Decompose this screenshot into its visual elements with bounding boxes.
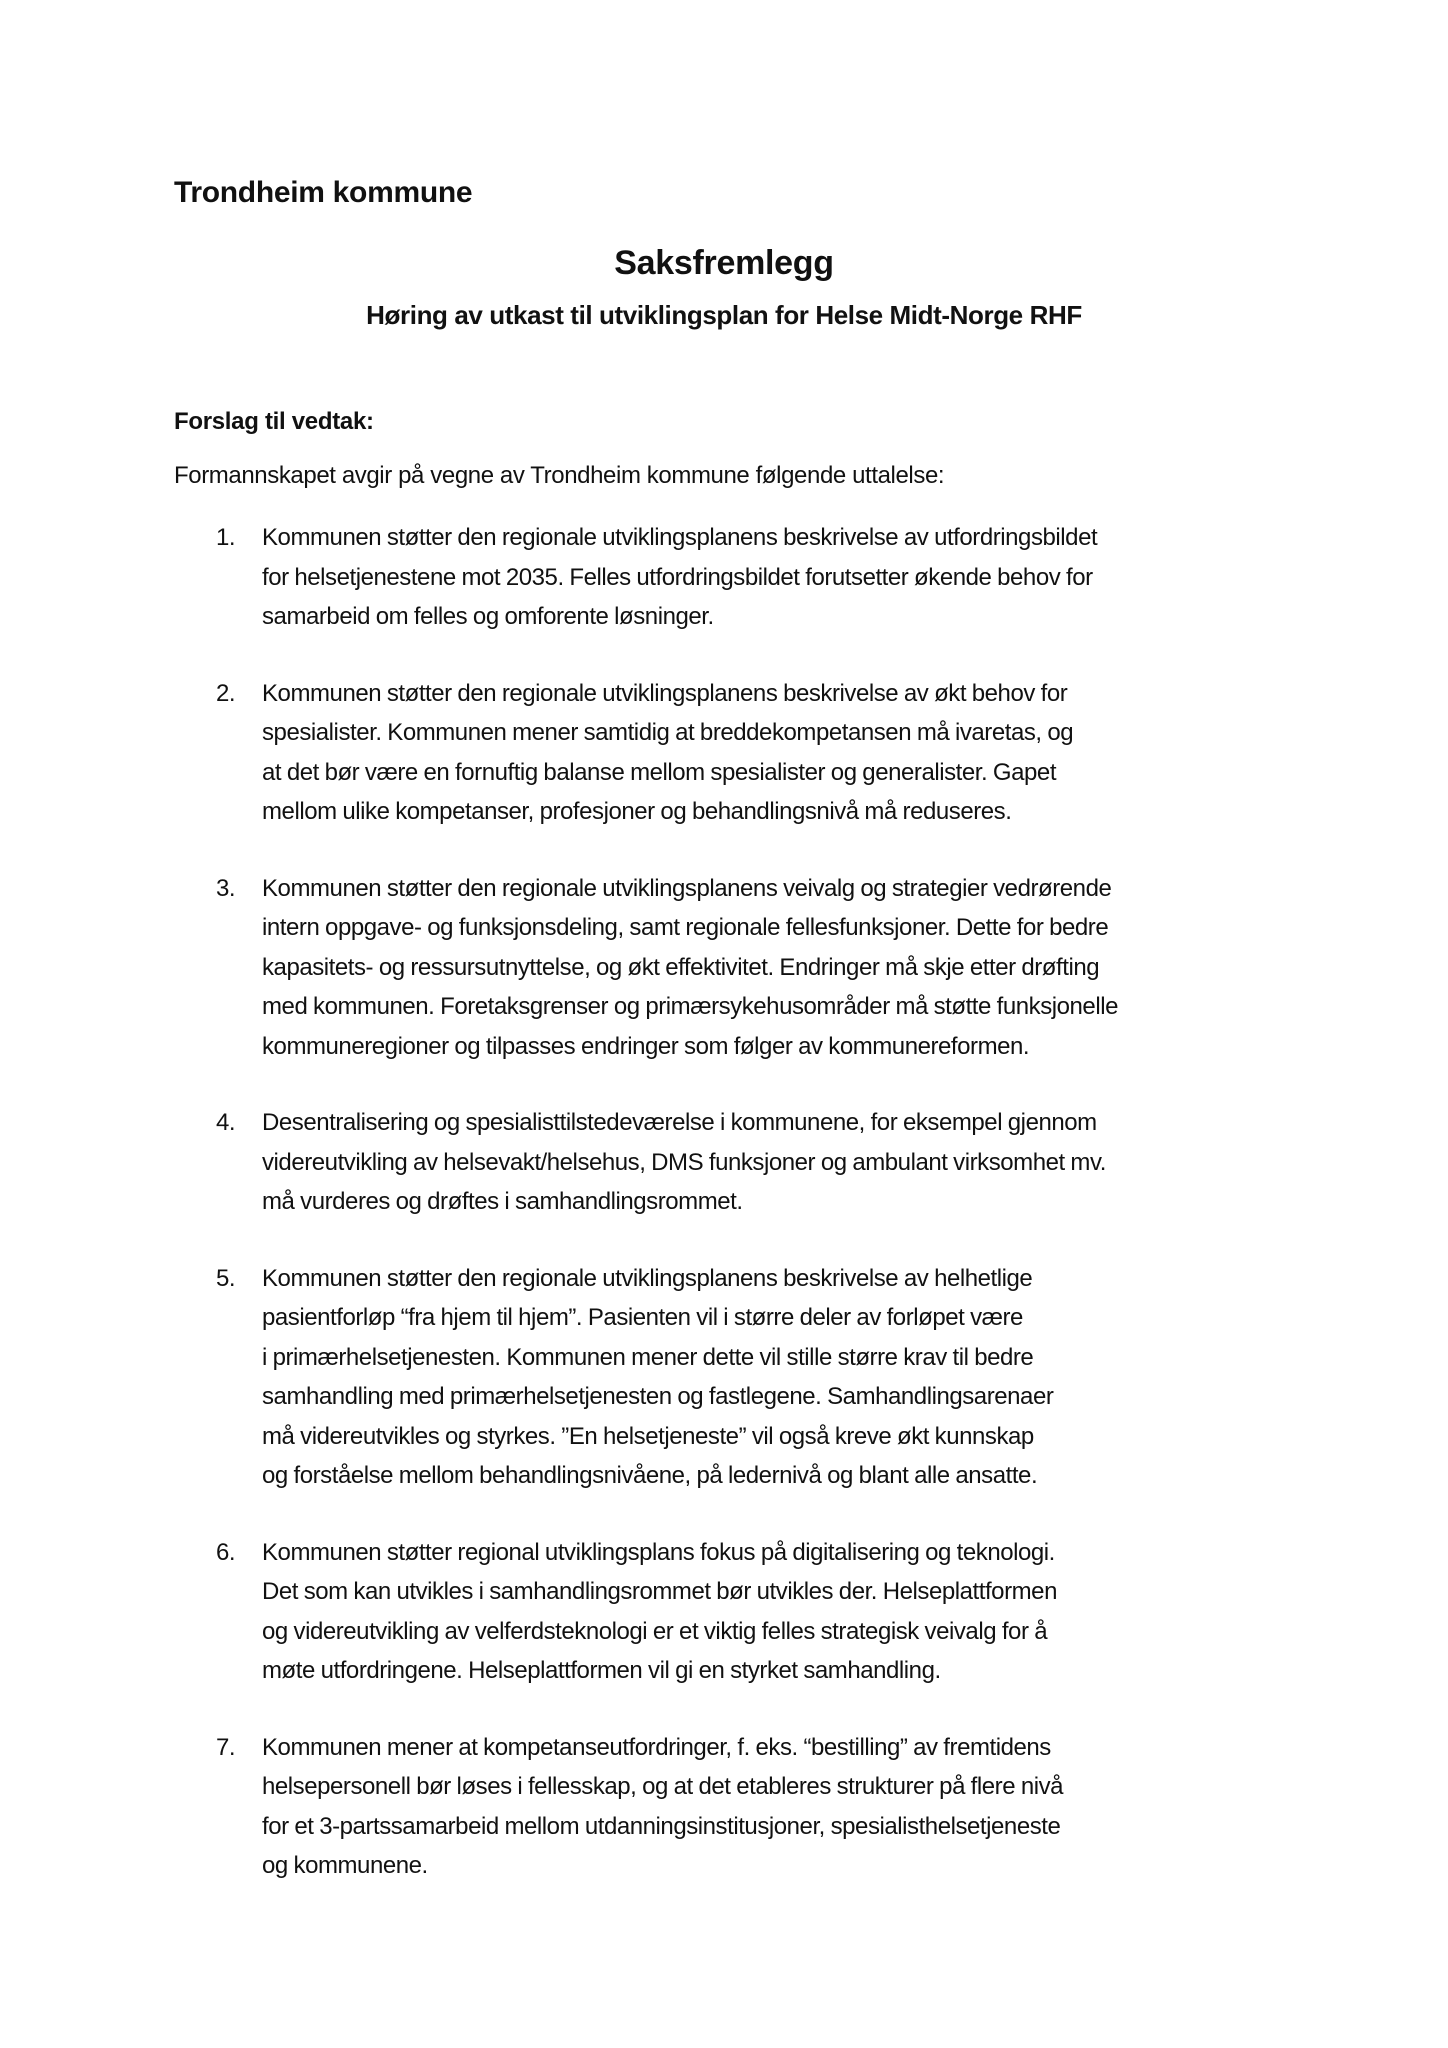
list-item-text-line: må vurderes og drøftes i samhandlingsrommet. <box>262 1188 743 1215</box>
list-item-text-line: for helsetjenestene mot 2035. Felles utfordringsbildet forutsetter økende behov for <box>262 563 1093 591</box>
document-title: Saksfremlegg <box>614 244 834 282</box>
list-item-text-line: at det bør være en fornuftig balanse mellom spesialister og generalister. Gapet <box>262 758 1057 786</box>
decision-list <box>174 518 1304 1923</box>
list-item-text-line: kommuneregioner og tilpasses endringer som følger av kommunereformen. <box>262 1032 1030 1060</box>
list-item-text-line: pasientforløp “fra hjem til hjem”. Pasienten vil i større deler av forløpet være <box>262 1304 1023 1331</box>
list-item-number: 2. <box>216 679 236 707</box>
list-item-text-line: møte utfordringene. Helseplattformen vil gi en styrket samhandling. <box>262 1657 941 1684</box>
list-item-number: 1. <box>216 524 236 551</box>
list-item-text-line: med kommunen. Foretaksgrenser og primærsykehusområder må støtte funksjonelle <box>262 993 1118 1020</box>
list-item-text-line: Det som kan utvikles i samhandlingsrommet bør utvikles der. Helseplattformen <box>262 1578 1057 1605</box>
list-item-text-line: Kommunen støtter den regionale utviklingsplanens beskrivelse av utfordringsbildet <box>262 524 1098 551</box>
list-item-text-line: Kommunen støtter regional utviklingsplans fokus på digitalisering og teknologi. <box>262 1538 1055 1566</box>
list-item-text-line: Kommunen støtter den regionale utviklingsplanens beskrivelse av økt behov for <box>262 679 1068 707</box>
intro-paragraph: Formannskapet avgir på vegne av Trondheim kommune følgende uttalelse: <box>174 462 945 489</box>
list-item <box>174 869 1304 1067</box>
list-item <box>174 1533 1304 1691</box>
list-item-text-line: samarbeid om felles og omforente løsninger. <box>262 603 714 630</box>
list-item-text-line: og videreutvikling av velferdsteknologi er et viktig felles strategisk veivalg for å <box>262 1617 1048 1645</box>
list-item <box>174 1728 1304 1886</box>
list-item-text-line: kapasitets- og ressursutnyttelse, og økt effektivitet. Endringer må skje etter drøfting <box>262 953 1100 981</box>
list-item-number: 7. <box>216 1733 236 1761</box>
organization-name: Trondheim kommune <box>174 176 473 209</box>
list-item-text-line: Kommunen støtter den regionale utviklingsplanens veivalg og strategier vedrørende <box>262 874 1112 902</box>
list-item-number: 3. <box>216 874 236 902</box>
list-item-number: 5. <box>216 1264 236 1292</box>
list-item-text-line: samhandling med primærhelsetjenesten og fastlegene. Samhandlingsarenaer <box>262 1383 1054 1410</box>
list-item-text-line: Kommunen mener at kompetanseutfordringer, f. eks. “bestilling” av fremtidens <box>262 1733 1051 1761</box>
list-item <box>174 674 1304 832</box>
document-subtitle: Høring av utkast til utviklingsplan for Helse Midt-Norge RHF <box>366 300 1082 330</box>
list-item-text-line: spesialister. Kommunen mener samtidig at breddekompetansen må ivaretas, og <box>262 719 1074 746</box>
list-item-number: 4. <box>216 1109 236 1136</box>
list-item-number: 6. <box>216 1538 236 1566</box>
list-item-text-line: mellom ulike kompetanser, profesjoner og behandlingsnivå må reduseres. <box>262 798 1012 825</box>
list-item <box>174 1259 1304 1496</box>
list-item <box>174 518 1304 637</box>
list-item-text-line: for et 3-partssamarbeid mellom utdanningsinstitusjoner, spesialisthelsetjeneste <box>262 1812 1061 1840</box>
list-item-text-line: intern oppgave- og funksjonsdeling, samt regionale fellesfunksjoner. Dette for bedre <box>262 914 1109 941</box>
list-item-text-line: Desentralisering og spesialisttilstedeværelse i kommunene, for eksempel gjennom <box>262 1109 1097 1136</box>
list-item-text-line: Kommunen støtter den regionale utviklingsplanens beskrivelse av helhetlige <box>262 1264 1033 1292</box>
list-item-text-line: og kommunene. <box>262 1852 428 1879</box>
list-item-text-line: i primærhelsetjenesten. Kommunen mener dette vil stille større krav til bedre <box>262 1343 1034 1371</box>
list-item-text-line: og forståelse mellom behandlingsnivåene, på ledernivå og blant alle ansatte. <box>262 1462 1038 1489</box>
list-item-text-line: må videreutvikles og styrkes. ”En helsetjeneste” vil også kreve økt kunnskap <box>262 1422 1034 1450</box>
list-item-text-line: videreutvikling av helsevakt/helsehus, DMS funksjoner og ambulant virksomhet mv. <box>262 1148 1106 1176</box>
list-item <box>174 1103 1304 1222</box>
list-item-text-line: helsepersonell bør løses i fellesskap, og at det etableres strukturer på flere nivå <box>262 1773 1064 1800</box>
section-heading: Forslag til vedtak: <box>174 408 374 435</box>
